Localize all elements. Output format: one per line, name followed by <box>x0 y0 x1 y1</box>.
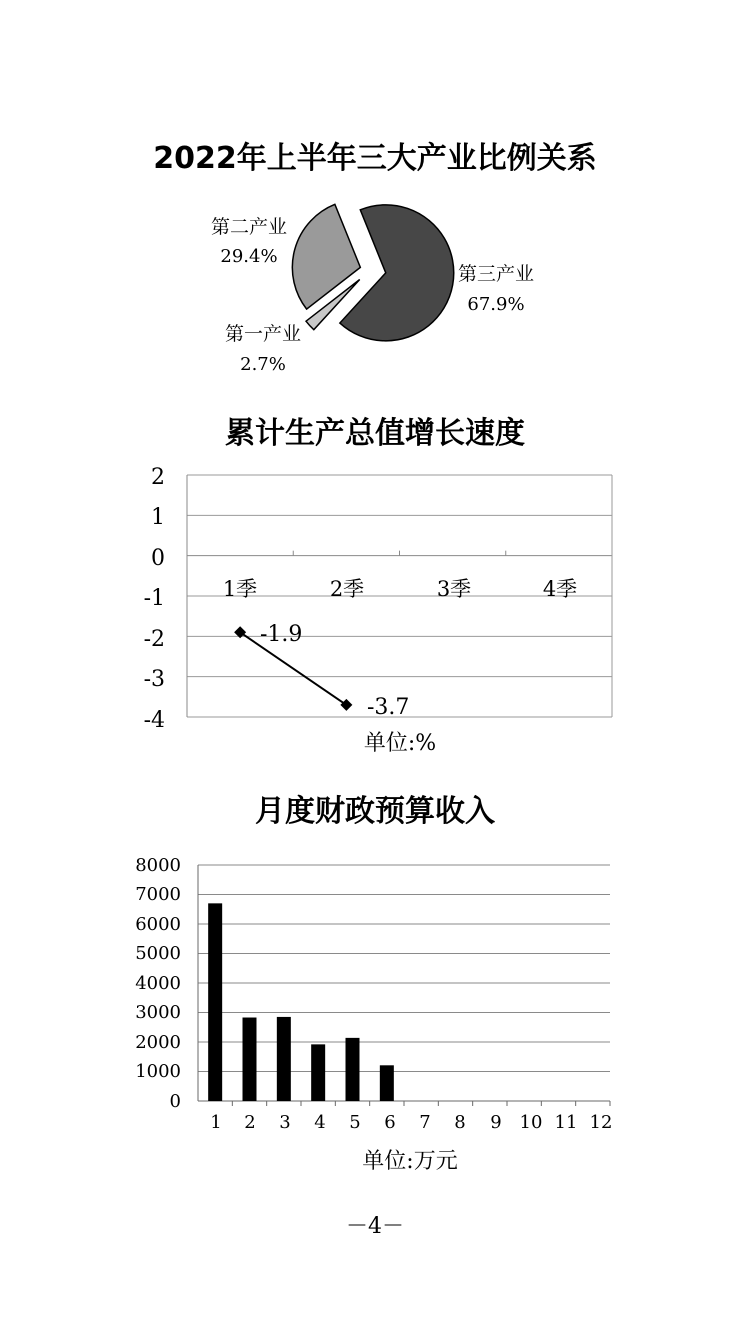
line-ytick: -2 <box>143 627 165 652</box>
line-unit-label: 单位:% <box>363 731 437 756</box>
bar-month-6 <box>380 1065 394 1101</box>
bar-month-3 <box>277 1017 291 1101</box>
pie-label-tertiary: 第三产业 <box>457 263 535 285</box>
bar-chart-title: 月度财政预算收入 <box>255 794 495 829</box>
bar-xtick: 4 <box>314 1112 326 1133</box>
bar-ytick: 8000 <box>135 855 181 876</box>
pie-value-primary: 2.7% <box>240 354 286 375</box>
line-ytick: 0 <box>151 546 165 571</box>
pie-slices <box>292 204 453 340</box>
line-xtick: 2季 <box>329 577 365 601</box>
line-ytick: -1 <box>143 586 165 611</box>
bar-xtick: 5 <box>349 1112 361 1133</box>
pie-chart <box>153 141 597 375</box>
line-data-label-q1: -1.9 <box>260 622 303 647</box>
bar-xtick: 11 <box>554 1112 578 1133</box>
line-ytick: 2 <box>151 465 165 490</box>
bar-xtick: 10 <box>519 1112 543 1133</box>
page-number: －4－ <box>346 1214 404 1239</box>
bar-month-4 <box>311 1044 325 1101</box>
bar-xtick: 6 <box>384 1112 396 1133</box>
pie-value-secondary: 29.4% <box>220 246 278 267</box>
bar-ytick: 3000 <box>135 1002 181 1023</box>
pie-value-tertiary: 67.9% <box>467 294 525 315</box>
line-y-axis <box>144 465 165 733</box>
bar-month-5 <box>346 1038 360 1101</box>
line-x-axis <box>223 577 577 601</box>
bar-xtick: 2 <box>244 1112 256 1133</box>
line-ytick: 1 <box>151 505 165 530</box>
bar-ytick: 1000 <box>135 1061 181 1082</box>
line-point-marker-2 <box>340 699 352 711</box>
line-xtick: 4季 <box>542 577 578 601</box>
line-ytick: -3 <box>143 667 165 692</box>
line-ytick: -4 <box>143 708 165 733</box>
line-xtick: 1季 <box>222 577 258 601</box>
bar-xtick: 7 <box>419 1112 431 1133</box>
bar-chart <box>135 794 612 1174</box>
bar-xtick: 9 <box>490 1112 502 1133</box>
bar-unit-label: 单位:万元 <box>362 1149 458 1174</box>
bar-xtick: 12 <box>589 1112 613 1133</box>
bar-ytick: 0 <box>169 1091 181 1112</box>
pie-chart-title: 2022年上半年三大产业比例关系 <box>153 141 597 176</box>
line-chart <box>144 416 612 756</box>
pie-slice-secondary <box>292 204 360 309</box>
bar-xtick: 1 <box>210 1112 222 1133</box>
bar-xtick: 8 <box>454 1112 466 1133</box>
bar-y-axis <box>135 855 181 1112</box>
bar-ytick: 6000 <box>135 914 181 935</box>
bar-x-axis <box>210 1112 612 1133</box>
bar-ytick: 4000 <box>135 973 181 994</box>
pie-label-secondary: 第二产业 <box>210 216 288 238</box>
bar-ytick: 7000 <box>135 884 181 905</box>
pie-slice-tertiary <box>340 205 454 341</box>
line-data-label-q2: -3.7 <box>367 695 410 720</box>
bar-ytick: 5000 <box>135 943 181 964</box>
bar-ytick: 2000 <box>135 1032 181 1053</box>
bar-xtick: 3 <box>279 1112 291 1133</box>
pie-label-primary: 第一产业 <box>224 323 302 345</box>
line-chart-title: 累计生产总值增长速度 <box>225 416 525 451</box>
line-xtick: 3季 <box>436 577 472 601</box>
bar-month-2 <box>243 1018 257 1101</box>
bar-chart-gridlines <box>198 865 610 1106</box>
bar-month-1 <box>208 903 222 1101</box>
